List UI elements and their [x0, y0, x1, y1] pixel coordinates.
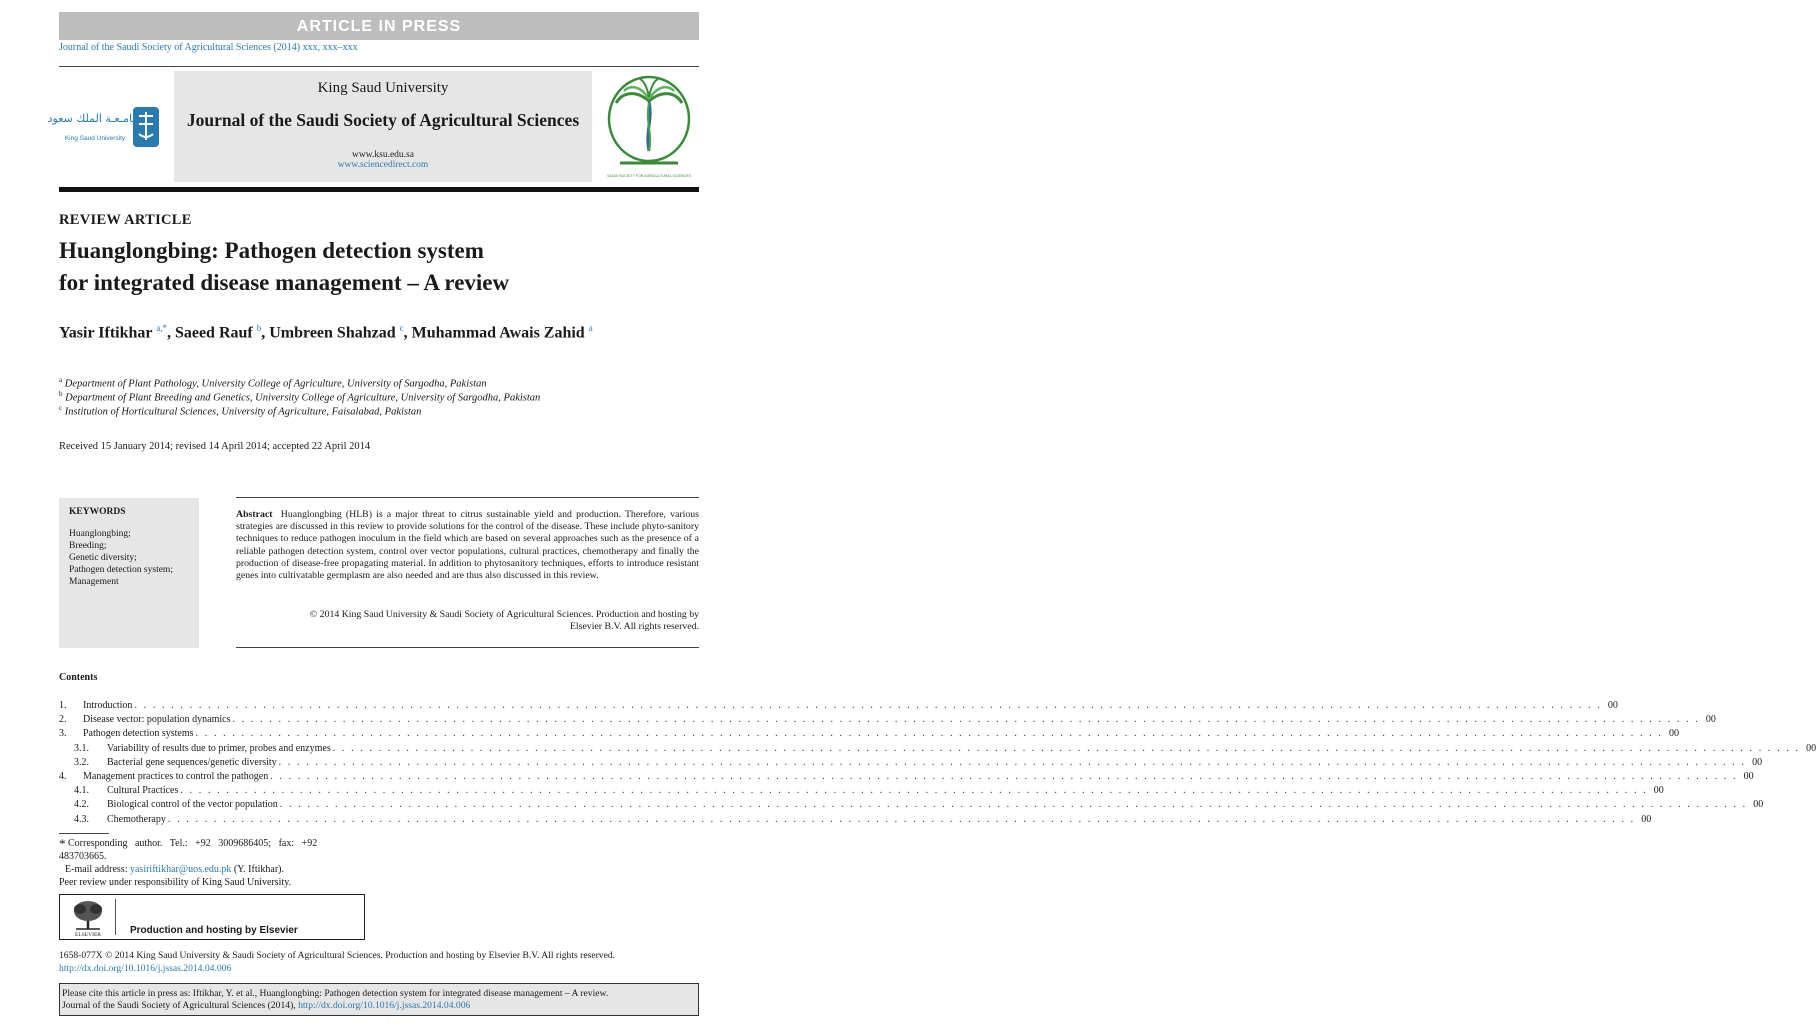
affiliation-mark: b	[59, 390, 63, 398]
header-thick-rule	[59, 187, 699, 192]
citation-line-1: Please cite this article in press as: Iftikhar, Y. et al., Huanglongbing: Pathogen detection system for integrated disease management – A review.	[62, 988, 609, 999]
copyright-line-1: © 2014 King Saud University & Saudi Society of Agricultural Sciences. Production and hosting by	[309, 609, 699, 620]
toc-leader: . . . . . . . . . . . . . . . . . . . . . . . . . . . . . . . . . . . . . . . . . . . . . . . . . . . . . . . . . . . . . . . . . . . . . . . . . . . . . . . . . . . . . . . . . . . . . . . . . . . . . . . . . . . . . . . . . . . . . . . . . . . . . . . . . . . . . . . . . . . . . . . . . . . . . . . . . . . . . . . .	[180, 785, 1648, 797]
toc-number: 4.1.	[74, 785, 89, 797]
king-saud-university-logo	[47, 104, 163, 150]
affiliation-b	[59, 390, 540, 404]
article-title-line-1: Huanglongbing: Pathogen detection system	[59, 238, 484, 263]
author-name[interactable]: Umbreen Shahzad	[269, 324, 396, 342]
toc-entry[interactable]	[59, 799, 1764, 812]
production-hosting: Production and hosting by Elsevier	[130, 925, 298, 936]
peer-review-note: Peer review under responsibility of King Saud University.	[59, 877, 292, 888]
issn-copyright: 1658-077X © 2014 King Saud University & Saudi Society of Agricultural Sciences. Production and hosting by Elsevier B.V. All rights reserved.	[59, 950, 616, 961]
toc-entry[interactable]	[59, 742, 1816, 756]
keywords-heading: KEYWORDS	[69, 507, 126, 517]
affiliation-text: Institution of Horticultural Sciences, University of Agriculture, Faisalabad, Pakistan	[64, 406, 422, 418]
contents-heading: Contents	[59, 672, 98, 683]
keyword: Pathogen detection system;	[69, 565, 173, 575]
author-separator: ,	[261, 324, 270, 342]
footnote-star: *	[59, 836, 66, 851]
abstract-text: Huanglongbing (HLB) is a major threat to citrus sustainable yield and production. Therefore, various strategies are discussed in this review to provide solutions for the control of the disease. These include phyto-sanitory techniques to reduce pathogen inoculum in the field which are based on several approaches such as the presence of a reliable pathogen detection system, control over vector populations, cultural practices, chemotherapy and finally the production of disease-free propagating material. In addition to phytosanitory techniques, efforts to introduce resistant genes into cultivatable germplasm are also needed and are thus also discussed in this review.	[236, 509, 699, 582]
toc-number: 4.3.	[74, 813, 89, 825]
logo-english-text: King Saud University	[64, 135, 126, 142]
toc-leader: . . . . . . . . . . . . . . . . . . . . . . . . . . . . . . . . . . . . . . . . . . . . . . . . . . . . . . . . . . . . . . . . . . . . . . . . . . . . . . . . . . . . . . . . . . . . . . . . . . . . . . . . . . . . . . . . . . . . . . . . . . . . . . . . . . . . . . . . . . . . . . . . . . . . . . . . . . . . . . . .	[270, 771, 1738, 782]
logo-right-text: SAUDI SOCIETY FOR AGRICULTURAL SCIENCES	[607, 174, 691, 178]
toc-label: Cultural Practices	[107, 785, 179, 797]
toc-number: 3.1.	[74, 742, 89, 754]
toc-label: Bacterial gene sequences/genetic diversity	[107, 756, 277, 768]
author-name[interactable]: Muhammad Awais Zahid	[411, 324, 585, 342]
affiliation-mark: c	[59, 404, 63, 412]
toc-page: 00	[1653, 785, 1664, 797]
toc-leader: . . . . . . . . . . . . . . . . . . . . . . . . . . . . . . . . . . . . . . . . . . . . . . . . . . . . . . . . . . . . . . . . . . . . . . . . . . . . . . . . . . . . . . . . . . . . . . . . . . . . . . . . . . . . . . . . . . . . . . . . . . . . . . . . . . . . . . . . . . . . . . . . . . . . . . . . . . . . . . . .	[134, 700, 1602, 711]
elsevier-tree-logo	[66, 897, 110, 937]
abstract	[236, 509, 699, 582]
journal-reference[interactable]	[59, 42, 358, 53]
website-sciencedirect[interactable]: www.sciencedirect.com	[337, 160, 429, 170]
elsevier-separator	[115, 899, 116, 935]
abstract-rule-bottom	[236, 647, 699, 648]
keyword: Management	[69, 577, 119, 587]
article-type: REVIEW ARTICLE	[59, 212, 192, 228]
author-affiliation-mark[interactable]: c	[399, 323, 404, 333]
article-in-press-banner: ARTICLE IN PRESS	[59, 12, 699, 40]
toc-label: Disease vector: population dynamics	[83, 714, 231, 726]
abstract-rule-top	[236, 497, 699, 498]
citation-line-2	[62, 1000, 470, 1011]
toc-leader: . . . . . . . . . . . . . . . . . . . . . . . . . . . . . . . . . . . . . . . . . . . . . . . . . . . . . . . . . . . . . . . . . . . . . . . . . . . . . . . . . . . . . . . . . . . . . . . . . . . . . . . . . . . . . . . . . . . . . . . . . . . . . . . . . . . . . . . . . . . . . . . . . . . . . . . . . . . . . . . .	[278, 756, 1747, 768]
toc-page: 00	[1607, 700, 1618, 711]
toc-label: Introduction	[83, 700, 133, 711]
affiliation-text: Department of Plant Breeding and Genetics, University College of Agriculture, University of Sargodha, Pakistan	[65, 392, 541, 404]
toc-number: 4.	[59, 771, 67, 782]
corresponding-author-note	[59, 836, 317, 852]
toc-page: 00	[1806, 742, 1816, 754]
citation-journal: Journal of the Saudi Society of Agricultural Sciences (2014),	[62, 1000, 299, 1011]
author-name[interactable]: Yasir Iftikhar	[59, 324, 153, 342]
toc-label: Variability of results due to primer, probes and enzymes	[107, 742, 331, 754]
toc-entry[interactable]	[59, 785, 1664, 798]
header-rule	[59, 66, 699, 67]
toc-page: 00	[1668, 728, 1679, 740]
author-list	[59, 323, 593, 342]
toc-entry[interactable]	[59, 813, 1652, 827]
corresponding-line-2: 483703665.	[59, 851, 107, 862]
affiliation-mark: a	[59, 376, 63, 384]
author-affiliation-mark[interactable]: b	[256, 323, 262, 333]
footnote-rule	[59, 833, 109, 834]
toc-page: 00	[1743, 771, 1754, 782]
journal-reference-pages: xxx, xxx–xxx	[302, 42, 358, 53]
received-dates: Received 15 January 2014; revised 14 April 2014; accepted 22 April 2014	[59, 441, 371, 452]
doi-link[interactable]: http://dx.doi.org/10.1016/j.jssas.2014.04.006	[59, 963, 232, 974]
toc-page: 00	[1753, 799, 1764, 811]
email-line	[65, 864, 284, 875]
copyright-line-2: Elsevier B.V. All rights reserved.	[569, 621, 699, 633]
toc-number: 3.2.	[74, 756, 89, 768]
toc-number: 1.	[59, 700, 67, 711]
toc-page: 00	[1641, 813, 1652, 825]
toc-leader: . . . . . . . . . . . . . . . . . . . . . . . . . . . . . . . . . . . . . . . . . . . . . . . . . . . . . . . . . . . . . . . . . . . . . . . . . . . . . . . . . . . . . . . . . . . . . . . . . . . . . . . . . . . . . . . . . . . . . . . . . . . . . . . . . . . . . . . . . . . . . . . . . . . . . . . . . . . . . . . .	[232, 714, 1700, 726]
toc-leader: . . . . . . . . . . . . . . . . . . . . . . . . . . . . . . . . . . . . . . . . . . . . . . . . . . . . . . . . . . . . . . . . . . . . . . . . . . . . . . . . . . . . . . . . . . . . . . . . . . . . . . . . . . . . . . . . . . . . . . . . . . . . . . . . . . . . . . . . . . . . . . . . . . . . . . . . . . . . . . . .	[279, 799, 1748, 811]
toc-label: Biological control of the vector population	[107, 799, 278, 811]
keyword: Breeding;	[69, 541, 107, 551]
journal-reference-text: Journal of the Saudi Society of Agricultural Sciences (2014)	[59, 42, 303, 53]
affiliation-a	[59, 376, 487, 390]
keyword: Genetic diversity;	[69, 553, 137, 563]
university-name: King Saud University	[317, 80, 449, 96]
email-suffix: (Y. Iftikhar).	[231, 864, 284, 875]
toc-label: Pathogen detection systems	[83, 728, 194, 740]
keyword: Huanglongbing;	[69, 529, 131, 539]
author-name[interactable]: Saeed Rauf	[174, 324, 253, 342]
saudi-society-logo	[600, 71, 698, 183]
abstract-label: Abstract	[236, 509, 273, 520]
toc-number: 3.	[59, 728, 67, 740]
toc-entry[interactable]	[59, 756, 1763, 770]
citation-doi-link[interactable]: http://dx.doi.org/10.1016/j.jssas.2014.04.006	[298, 1000, 471, 1011]
author-separator: ,	[166, 324, 175, 342]
affiliation-c	[59, 404, 421, 418]
toc-leader: . . . . . . . . . . . . . . . . . . . . . . . . . . . . . . . . . . . . . . . . . . . . . . . . . . . . . . . . . . . . . . . . . . . . . . . . . . . . . . . . . . . . . . . . . . . . . . . . . . . . . . . . . . . . . . . . . . . . . . . . . . . . . . . . . . . . . . . . . . . . . . . . . . . . . . . . . . . . . . . .	[332, 742, 1801, 754]
toc-page: 00	[1705, 714, 1716, 726]
article-title-line-2: for integrated disease management – A review	[59, 270, 510, 295]
corresponding-line-1: Corresponding author. Tel.: +92 3009686405; fax: +92	[68, 838, 318, 849]
toc-entry[interactable]	[59, 714, 1716, 727]
toc-entry[interactable]	[59, 728, 1679, 741]
author-affiliation-mark[interactable]: a	[588, 323, 593, 333]
email-label: E-mail address:	[65, 864, 130, 875]
toc-entry[interactable]	[59, 771, 1754, 784]
toc-label: Management practices to control the pathogen	[83, 771, 269, 782]
website-ksu[interactable]: www.ksu.edu.sa	[352, 150, 414, 160]
toc-label: Chemotherapy	[107, 813, 166, 825]
affiliation-text: Department of Plant Pathology, University College of Agriculture, University of Sargodha, Pakistan	[64, 378, 487, 390]
abstract-copyright	[236, 609, 699, 633]
toc-leader: . . . . . . . . . . . . . . . . . . . . . . . . . . . . . . . . . . . . . . . . . . . . . . . . . . . . . . . . . . . . . . . . . . . . . . . . . . . . . . . . . . . . . . . . . . . . . . . . . . . . . . . . . . . . . . . . . . . . . . . . . . . . . . . . . . . . . . . . . . . . . . . . . . . . . . . . . . . . . . . .	[195, 728, 1663, 740]
toc-number: 2.	[59, 714, 67, 726]
journal-title: Journal of the Saudi Society of Agricultural Sciences	[186, 110, 580, 130]
toc-entry[interactable]	[59, 700, 1618, 713]
toc-leader: . . . . . . . . . . . . . . . . . . . . . . . . . . . . . . . . . . . . . . . . . . . . . . . . . . . . . . . . . . . . . . . . . . . . . . . . . . . . . . . . . . . . . . . . . . . . . . . . . . . . . . . . . . . . . . . . . . . . . . . . . . . . . . . . . . . . . . . . . . . . . . . . . . . . . . . . . . . . . . . .	[167, 813, 1636, 825]
author-separator: ,	[403, 324, 412, 342]
toc-page: 00	[1752, 756, 1763, 768]
elsevier-logo-label: ELSEVIER	[75, 932, 101, 938]
author-affiliation-mark[interactable]: a,*	[156, 323, 167, 333]
logo-arabic-text: جـامـعـة الملك سعود	[47, 112, 143, 125]
toc-number: 4.2.	[74, 799, 89, 811]
email-link[interactable]: yasiriftikhar@uos.edu.pk	[129, 864, 232, 875]
